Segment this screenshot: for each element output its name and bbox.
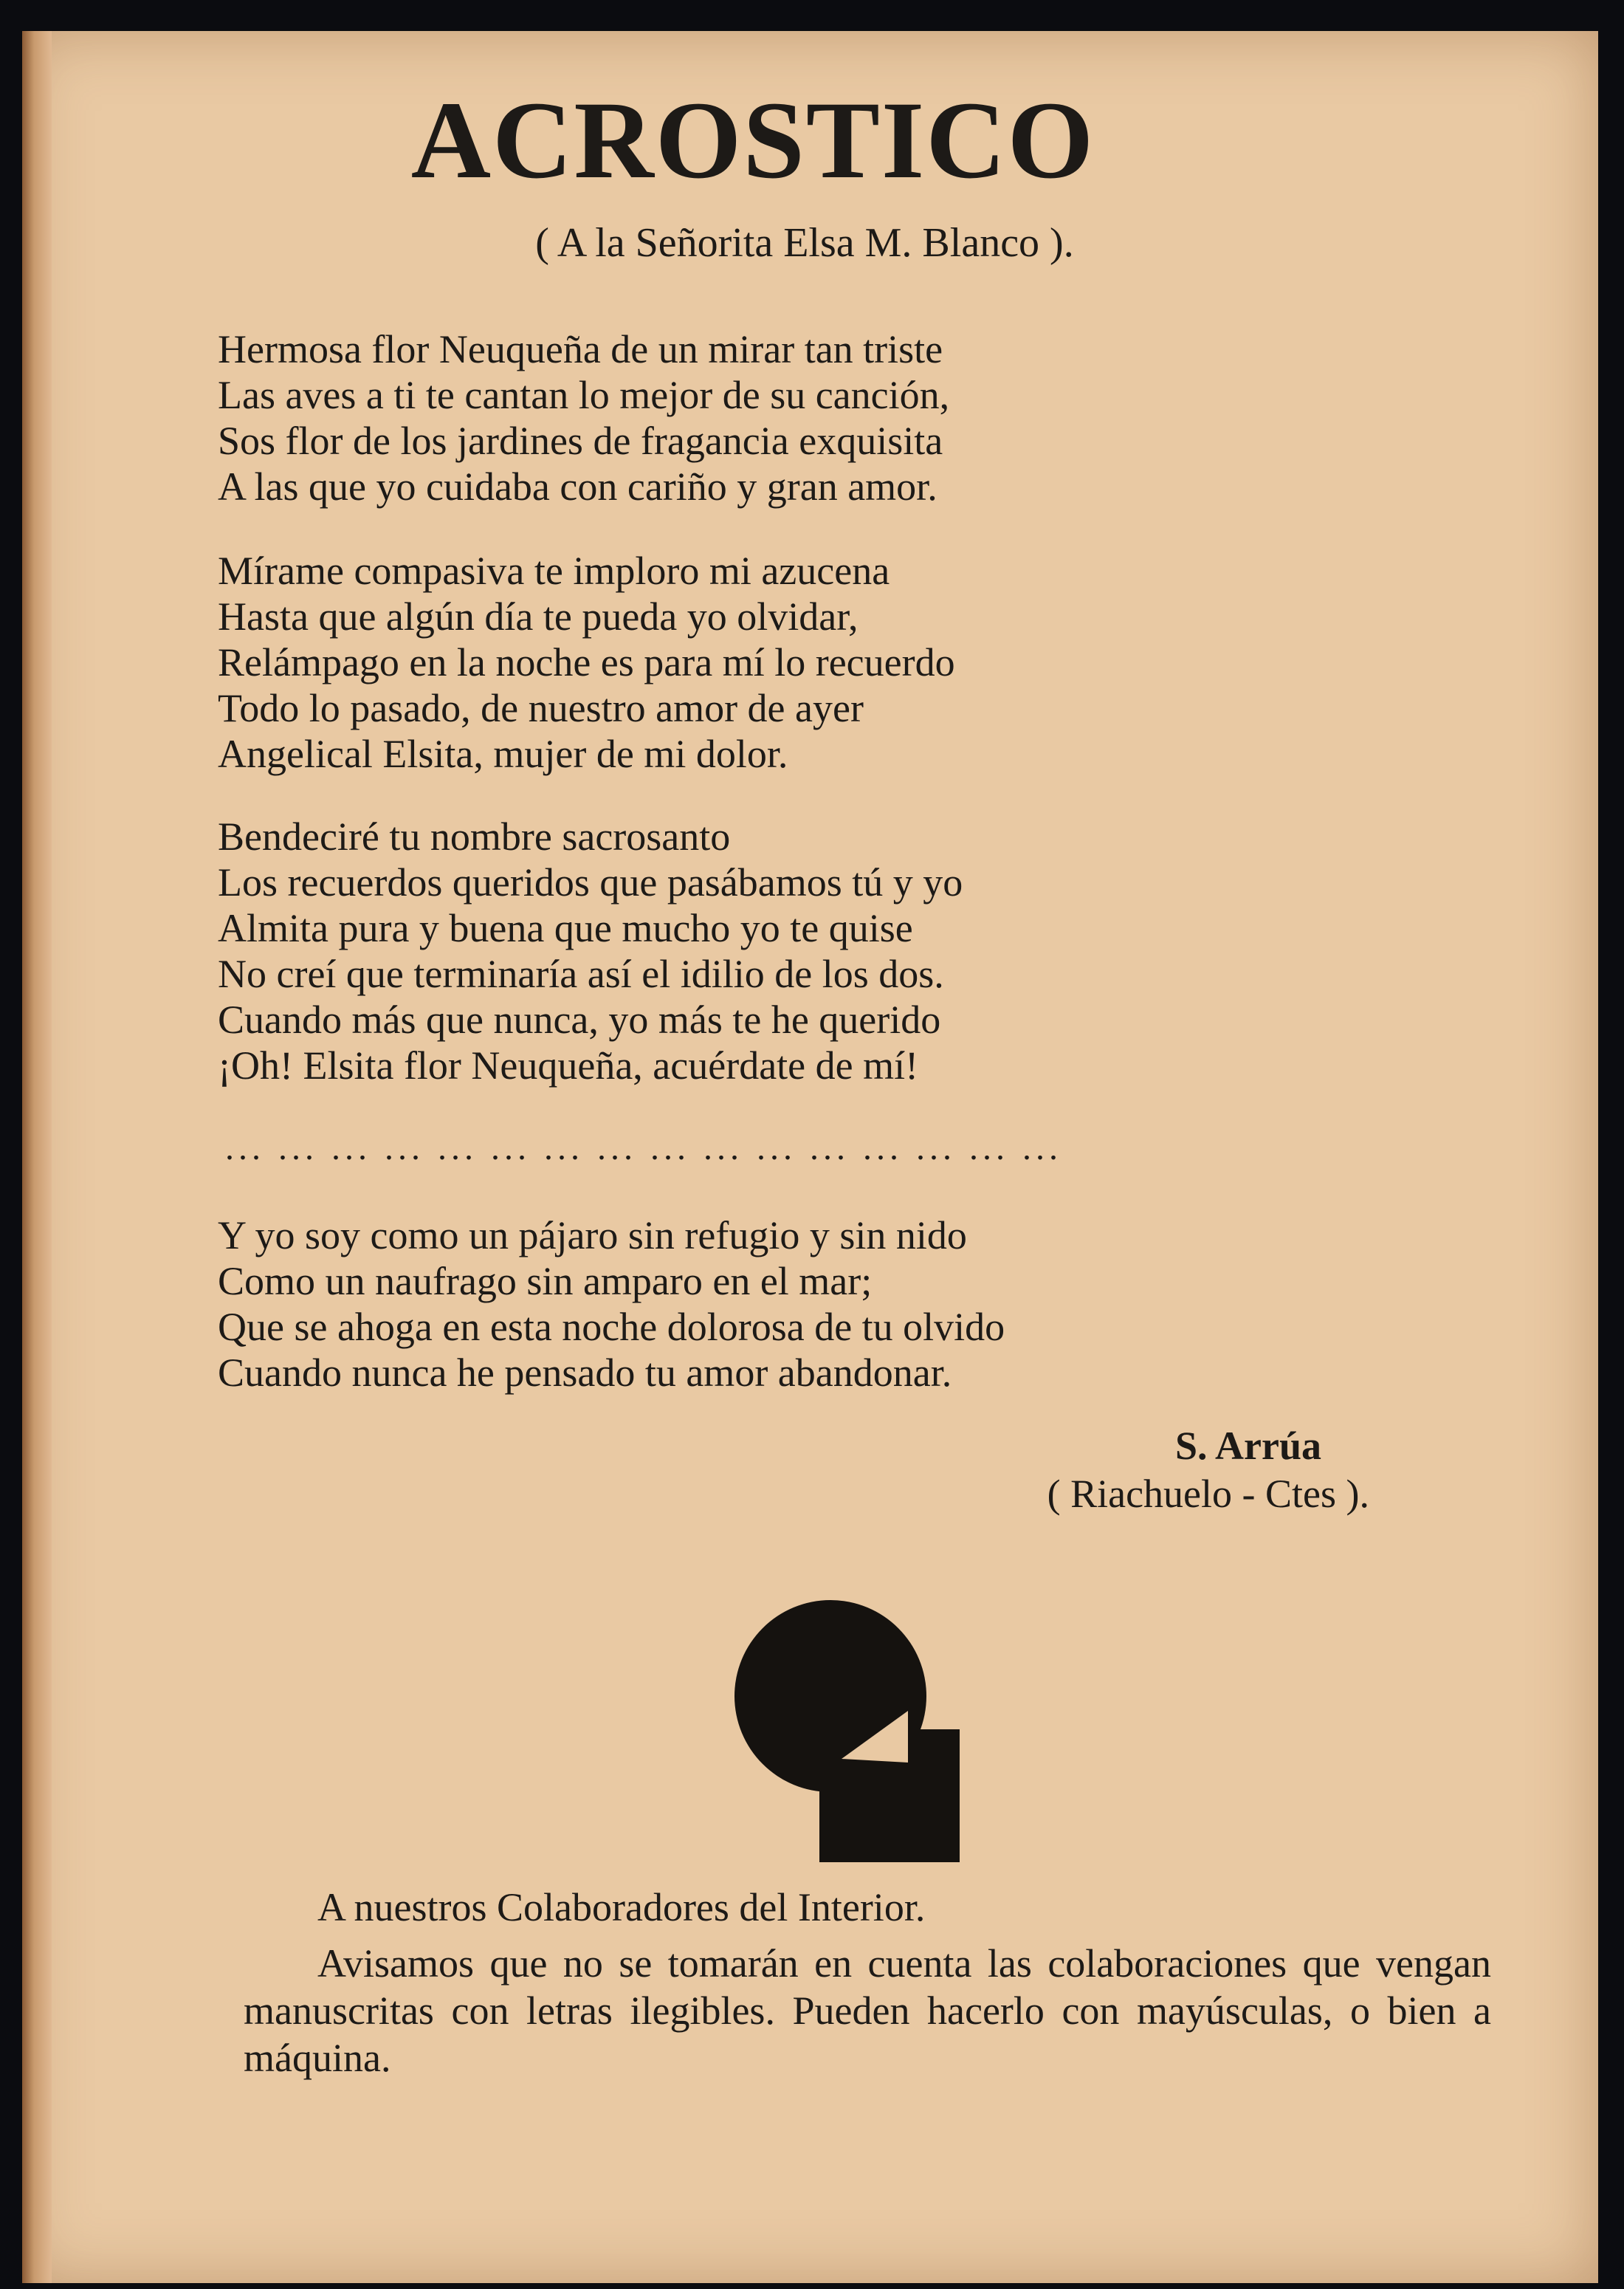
poem-line: No creí que terminaría así el idilio de los dos.	[218, 952, 944, 996]
poem-line: Todo lo pasado, de nuestro amor de ayer	[218, 686, 864, 730]
poem-line: Que se ahoga en esta noche dolorosa de tu olvido	[218, 1305, 1005, 1349]
poem-line: Cuando nunca he pensado tu amor abandonar.	[218, 1351, 952, 1395]
stanza-4	[218, 1212, 1005, 1396]
poem-line: Hermosa flor Neuqueña de un mirar tan triste	[218, 327, 943, 371]
stanza-2	[218, 548, 955, 777]
poem-line: ¡Oh! Elsita flor Neuqueña, acuérdate de mí!	[218, 1043, 919, 1088]
poem-dedication: ( A la Señorita Elsa M. Blanco ).	[535, 220, 1074, 266]
notice-heading: A nuestros Colaboradores del Interior.	[317, 1885, 926, 1929]
poem-line: Almita pura y buena que mucho yo te quise	[218, 906, 913, 950]
poem-line: Como un naufrago sin amparo en el mar;	[218, 1259, 873, 1303]
separator-dots: ... ... ... ... ... ... ... ... ... ... ... ... ... ... ... ...	[225, 1128, 1062, 1167]
poem-line: Angelical Elsita, mujer de mi dolor.	[218, 732, 788, 776]
poem-line: Cuando más que nunca, yo más te he querido	[218, 998, 941, 1042]
poem-line: Mírame compasiva te imploro mi azucena	[218, 549, 890, 593]
poem-title: ACROSTICO	[410, 79, 1095, 202]
poem-line: Hasta que algún día te pueda yo olvidar,	[218, 594, 859, 639]
poem-line: Los recuerdos queridos que pasábamos tú y yo	[218, 860, 963, 905]
page-spine	[22, 31, 52, 2283]
poem-line: Relámpago en la noche es para mí lo recuerdo	[218, 640, 955, 684]
author-location: ( Riachuelo - Ctes ).	[1047, 1472, 1369, 1516]
poem-line: Las aves a ti te cantan lo mejor de su canción,	[218, 373, 950, 417]
poem-author: S. Arrúa	[1174, 1424, 1321, 1468]
poem-line: A las que yo cuidaba con cariño y gran amor.	[218, 464, 937, 509]
magazine-page	[22, 31, 1598, 2283]
geometric-emblem-icon	[731, 1596, 967, 1862]
poem-line: Bendeciré tu nombre sacrosanto	[218, 814, 731, 859]
notice-body: Avisamos que no se tomarán en cuenta las colaboraciones que vengan manuscritas con letras ilegibles. Pueden hacerlo con mayúsculas, o bien a máquina.	[244, 1941, 1491, 2080]
stanza-3	[218, 814, 963, 1088]
poem-line: Y yo soy como un pájaro sin refugio y sin nido	[218, 1213, 967, 1257]
poem-line: Sos flor de los jardines de fragancia exquisita	[218, 419, 943, 463]
stanza-1	[218, 326, 949, 509]
